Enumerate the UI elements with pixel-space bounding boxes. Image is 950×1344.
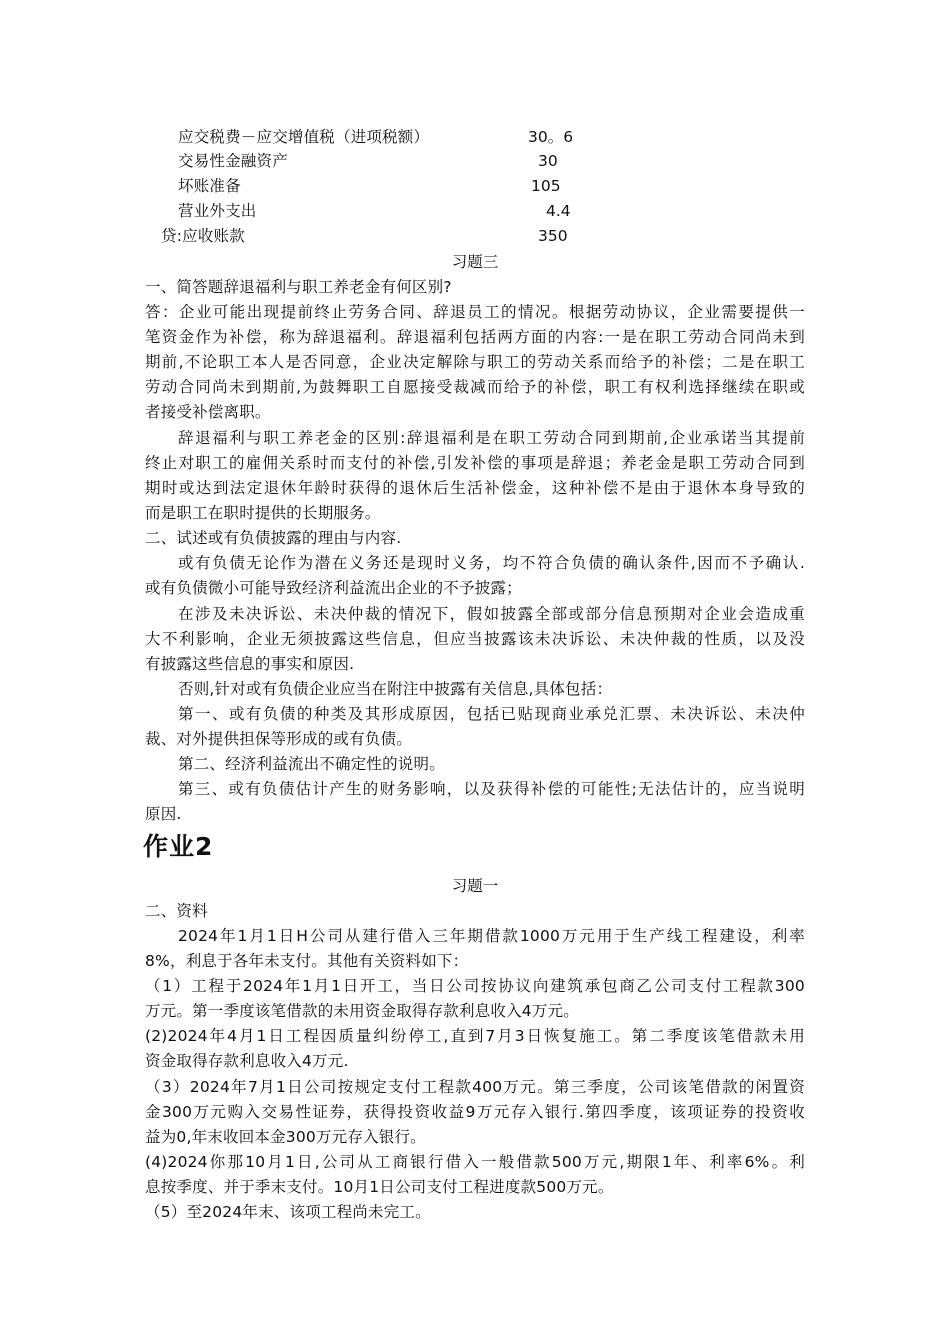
paragraph-line: 有披露这些信息的事实和原因. (145, 655, 355, 673)
paragraph-line: 期时或达到法定退休年龄时获得的退休后生活补偿金，这种补偿不是由于退休本身导致的 (145, 479, 805, 497)
entry-account: 应交税费－应交增值税（进项税额） (178, 128, 430, 146)
entry-amount: 30。6 (528, 128, 574, 146)
entry-account: 贷:应收账款 (161, 227, 245, 245)
entry-amount: 350 (538, 227, 568, 245)
list-item-line: （3）2024年7月1日公司按规定支付工程款400万元。第三季度，公司该笔借款的闲置资 (145, 1078, 805, 1096)
entry-account: 交易性金融资产 (178, 152, 288, 170)
list-item-line: 益为0,年末收回本金300万元存入银行。 (145, 1128, 426, 1146)
paragraph-line: 第一、或有负债的种类及其形成原因，包括已贴现商业承兑汇票、未决诉讼、未决仲 (178, 705, 805, 723)
paragraph-line: 第三、或有负债估计产生的财务影响，以及获得补偿的可能性;无法估计的，应当说明 (178, 780, 805, 798)
exercise-heading: 习题三 (451, 253, 499, 271)
paragraph-line: 原因. (145, 805, 182, 823)
answer-line: 者接受补偿离职。 (145, 403, 271, 421)
paragraph-line: 否则,针对或有负债企业应当在附注中披露有关信息,具体包括： (178, 680, 613, 698)
list-item-line: （5）至2024年末、该项工程尚未完工。 (145, 1203, 431, 1221)
paragraph-line: 终止对职工的雇佣关系时而支付的补偿,引发补偿的事项是辞退；养老金是职工劳动合同到 (145, 454, 805, 472)
exercise-heading: 习题一 (451, 877, 499, 895)
answer-line: 答：企业可能出现提前终止劳务合同、辞退员工的情况。根据劳动协议，企业需要提供一 (145, 303, 805, 321)
paragraph-line: 2024年1月1日H公司从建行借入三年期借款1000万元用于生产线工程建设，利率 (178, 927, 805, 945)
entry-amount: 30 (538, 152, 558, 170)
answer-line: 期前,不论职工本人是否同意，企业决定解除与职工的劳动关系而给予的补偿；二是在职工 (145, 353, 805, 371)
list-item-line: 息按季度、并于季末支付。10月1日公司支付工程进度款500万元。 (145, 1178, 614, 1196)
paragraph-line: 大不利影响，企业无须披露这些信息，但应当披露该未决诉讼、未决仲裁的性质，以及没 (145, 630, 805, 648)
paragraph-line: 第二、经济利益流出不确定性的说明。 (178, 755, 445, 773)
paragraph-line: 而是职工在职时提供的长期服务。 (145, 504, 381, 522)
section-title: 二、资料 (145, 902, 208, 920)
answer-line: 笔资金作为补偿，称为辞退福利。辞退福利包括两方面的内容:一是在职工劳动合同尚未到 (145, 328, 805, 346)
question-title: 一、简答题辞退福利与职工养老金有何区别? (145, 278, 452, 296)
list-item-line: (4)2024你那10月1日,公司从工商银行借入一般借款500万元,期限1年、利率6%。利 (145, 1153, 805, 1171)
paragraph-line: 或有负债无论作为潜在义务还是现时义务，均不符合负债的确认条件,因而不予确认. (178, 554, 805, 572)
entry-amount: 105 (531, 177, 561, 195)
paragraph-line: 在涉及未决诉讼、未决仲裁的情况下，假如披露全部或部分信息预期对企业会造成重 (178, 605, 805, 623)
list-item-line: (2)2024年4月1日工程因质量纠纷停工,直到7月3日恢复施工。第二季度该笔借款未用 (145, 1027, 805, 1045)
list-item-line: 资金取得存款利息收入4万元. (145, 1052, 349, 1070)
paragraph-line: 或有负债微小可能导致经济利益流出企业的不予披露； (145, 579, 522, 597)
paragraph-line: 裁、对外提供担保等形成的或有负债。 (145, 730, 412, 748)
list-item-line: 金300万元购入交易性证券，获得投资收益9万元存入银行.第四季度，该项证券的投资收 (145, 1103, 805, 1121)
homework-heading: 作业2 (143, 832, 214, 861)
list-item-line: 万元。第一季度该笔借款的未用资金取得存款利息收入4万元。 (145, 1002, 579, 1020)
list-item-line: （1）工程于2024年1月1日开工，当日公司按协议向建筑承包商乙公司支付工程款300 (145, 977, 805, 995)
entry-account: 营业外支出 (178, 202, 257, 220)
entry-amount: 4.4 (546, 202, 571, 220)
answer-line: 劳动合同尚未到期前,为鼓舞职工自愿接受裁减而给予的补偿，职工有权利选择继续在职或 (145, 378, 805, 396)
question-title: 二、试述或有负债披露的理由与内容. (145, 529, 402, 547)
entry-account: 坏账准备 (178, 177, 241, 195)
paragraph-line: 辞退福利与职工养老金的区别:辞退福利是在职工劳动合同到期前,企业承诺当其提前 (178, 429, 805, 447)
paragraph-line: 8%，利息于各年未支付。其他有关资料如下： (145, 952, 469, 970)
